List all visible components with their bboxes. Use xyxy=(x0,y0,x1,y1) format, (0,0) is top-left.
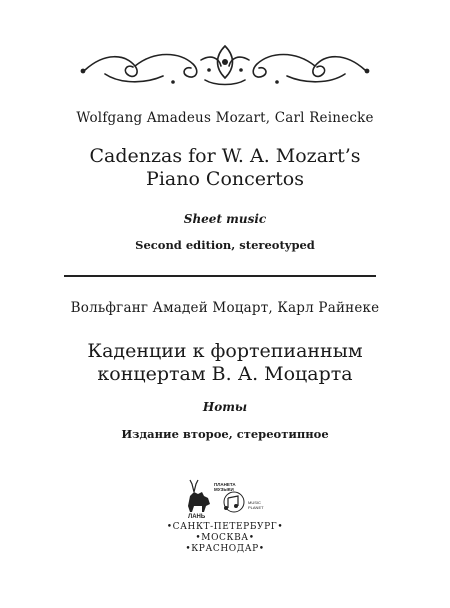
russian-title-line-2: концертам В. А. Моцарта xyxy=(97,363,353,385)
logo-text-muzyki: МУЗЫКИ xyxy=(214,487,234,492)
logo-text-music: MUSIC xyxy=(248,500,261,505)
english-edition: Second edition, stereotyped xyxy=(135,238,315,252)
english-title-line-1: Cadenzas for W. A. Mozart’s xyxy=(89,145,361,167)
russian-authors: Вольфганг Амадей Моцарт, Карл Райнеке xyxy=(70,300,380,316)
publisher-cities xyxy=(0,522,450,555)
english-title xyxy=(0,145,450,191)
logo-text-planet: PLANET xyxy=(248,505,264,510)
section-divider xyxy=(64,275,376,277)
city-moscow: •МОСКВА• xyxy=(195,533,255,543)
logo-text-planeta: ПЛАНЕТА xyxy=(214,482,236,487)
english-subtitle: Sheet music xyxy=(183,212,267,226)
english-authors: Wolfgang Amadeus Mozart, Carl Reinecke xyxy=(76,110,374,126)
city-krasnodar: •КРАСНОДАР• xyxy=(185,544,265,554)
russian-title xyxy=(0,340,450,386)
russian-subtitle: Ноты xyxy=(202,400,248,414)
english-title-line-2: Piano Concertos xyxy=(146,168,304,190)
logo-text-lan: ЛАНЬ xyxy=(188,514,206,520)
city-spb: •САНКТ-ПЕТЕРБУРГ• xyxy=(166,522,284,532)
russian-edition: Издание второе, стереотипное xyxy=(121,427,329,441)
decorative-flourish-icon xyxy=(75,40,375,92)
lan-planet-music-logo-icon xyxy=(180,478,270,520)
russian-title-line-1: Каденции к фортепианным xyxy=(87,340,363,362)
